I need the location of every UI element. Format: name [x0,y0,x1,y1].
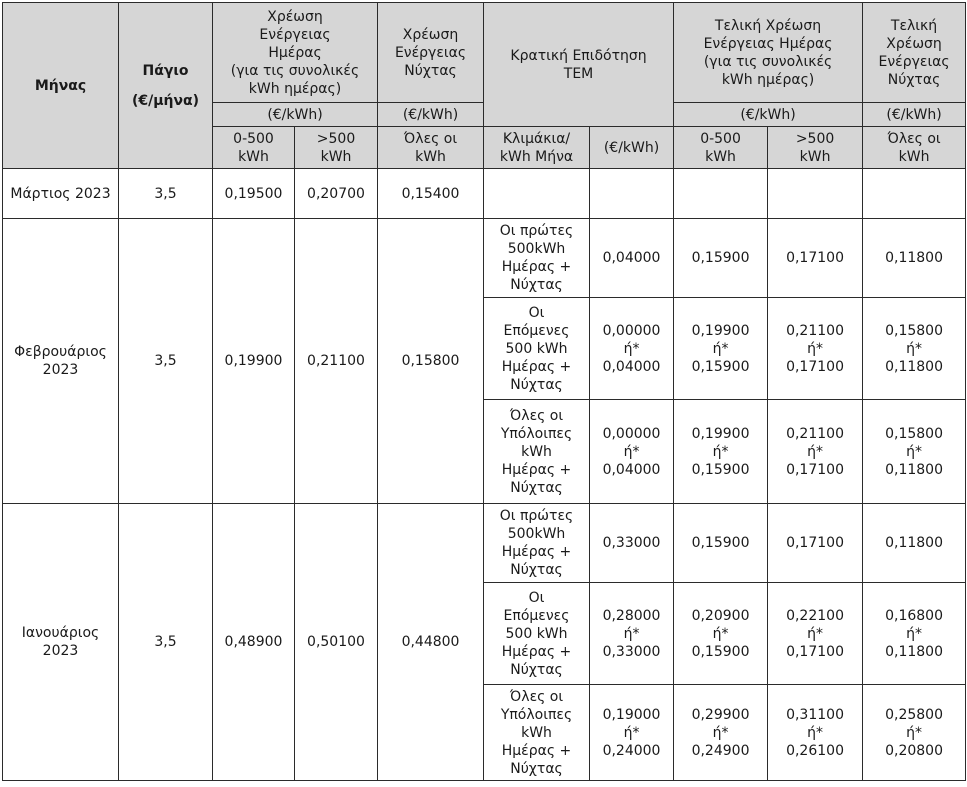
cell-tier-label: Οι Επόμενες 500 kWh Ημέρας + Νύχτας [484,583,590,685]
header-final-night-all: Όλες οι kWh [863,127,966,169]
table-row [3,169,966,219]
header-day-charge: Χρέωση Ενέργειας Ημέρας (για τις συνολικές kWh ημέρας) [213,3,378,103]
cell-day-low: 0,19500 [213,169,295,219]
table-row [3,219,966,298]
cell-fixed: 3,5 [119,169,213,219]
cell-subsidy [590,169,674,219]
cell-day-low: 0,48900 [213,504,295,781]
cell-subsidy: 0,33000 [590,504,674,583]
header-final-band-high: >500 kWh [768,127,863,169]
header-subsidy: Κρατική Επιδότηση ΤΕΜ [484,3,674,127]
cell-day-high: 0,50100 [295,504,378,781]
header-final-night: Τελική Χρέωση Ενέργειας Νύχτας [863,3,966,103]
header-day-band-high: >500 kWh [295,127,378,169]
cell-final-night: 0,15800 ή* 0,11800 [863,298,966,400]
cell-night: 0,15800 [378,219,484,504]
cell-final-day-low: 0,19900 ή* 0,15900 [674,400,768,504]
cell-subsidy: 0,00000 ή* 0,04000 [590,400,674,504]
header-fixed-unit: (€/μήνα) [131,92,200,109]
header-final-day: Τελική Χρέωση Ενέργειας Ημέρας (για τις συνολικές kWh ημέρας) [674,3,863,103]
cell-final-night: 0,11800 [863,219,966,298]
cell-month: Μάρτιος 2023 [3,169,119,219]
cell-final-day-low: 0,15900 [674,219,768,298]
cell-final-day-high: 0,17100 [768,504,863,583]
cell-final-day-high: 0,21100 ή* 0,17100 [768,298,863,400]
cell-final-day-high: 0,21100 ή* 0,17100 [768,400,863,504]
header-tiers: Κλιμάκια/ kWh Μήνα [484,127,590,169]
cell-day-low: 0,19900 [213,219,295,504]
tariff-table [2,2,966,781]
cell-final-day-low: 0,19900 ή* 0,15900 [674,298,768,400]
cell-final-day-high [768,169,863,219]
header-night-charge: Χρέωση Ενέργειας Νύχτας [378,3,484,103]
cell-subsidy: 0,04000 [590,219,674,298]
header-night-all: Όλες οι kWh [378,127,484,169]
cell-tier-label: Οι πρώτες 500kWh Ημέρας + Νύχτας [484,504,590,583]
cell-fixed: 3,5 [119,504,213,781]
header-subsidy-unit: (€/kWh) [590,127,674,169]
cell-subsidy: 0,00000 ή* 0,04000 [590,298,674,400]
header-final-night-unit: (€/kWh) [863,103,966,127]
cell-final-night: 0,15800 ή* 0,11800 [863,400,966,504]
cell-final-day-high: 0,31100 ή* 0,26100 [768,685,863,781]
header-final-day-unit: (€/kWh) [674,103,863,127]
cell-tier-label: Οι Επόμενες 500 kWh Ημέρας + Νύχτας [484,298,590,400]
header-fixed [119,3,213,169]
header-night-unit: (€/kWh) [378,103,484,127]
cell-fixed: 3,5 [119,219,213,504]
header-day-band-low: 0-500 kWh [213,127,295,169]
cell-final-day-high: 0,17100 [768,219,863,298]
cell-final-day-low: 0,20900 ή* 0,15900 [674,583,768,685]
cell-subsidy: 0,28000 ή* 0,33000 [590,583,674,685]
table-body [3,169,966,781]
cell-final-day-low [674,169,768,219]
cell-final-night [863,169,966,219]
table-header [3,3,966,169]
cell-final-day-low: 0,15900 [674,504,768,583]
cell-tier-label: Οι πρώτες 500kWh Ημέρας + Νύχτας [484,219,590,298]
cell-final-day-high: 0,22100 ή* 0,17100 [768,583,863,685]
cell-final-night: 0,25800 ή* 0,20800 [863,685,966,781]
cell-night: 0,15400 [378,169,484,219]
header-day-unit: (€/kWh) [213,103,378,127]
cell-night: 0,44800 [378,504,484,781]
header-month: Μήνας [3,3,119,169]
cell-final-day-low: 0,29900 ή* 0,24900 [674,685,768,781]
cell-month: Φεβρουάριος 2023 [3,219,119,504]
cell-tier-label: Όλες οι Υπόλοιπες kWh Ημέρας + Νύχτας [484,685,590,781]
cell-tier-label: Όλες οι Υπόλοιπες kWh Ημέρας + Νύχτας [484,400,590,504]
cell-day-high: 0,21100 [295,219,378,504]
header-fixed-label: Πάγιο [142,62,189,79]
cell-subsidy: 0,19000 ή* 0,24000 [590,685,674,781]
cell-final-night: 0,16800 ή* 0,11800 [863,583,966,685]
table-row [3,504,966,583]
header-final-band-low: 0-500 kWh [674,127,768,169]
cell-month: Ιανουάριος 2023 [3,504,119,781]
cell-day-high: 0,20700 [295,169,378,219]
cell-tier-label [484,169,590,219]
cell-final-night: 0,11800 [863,504,966,583]
